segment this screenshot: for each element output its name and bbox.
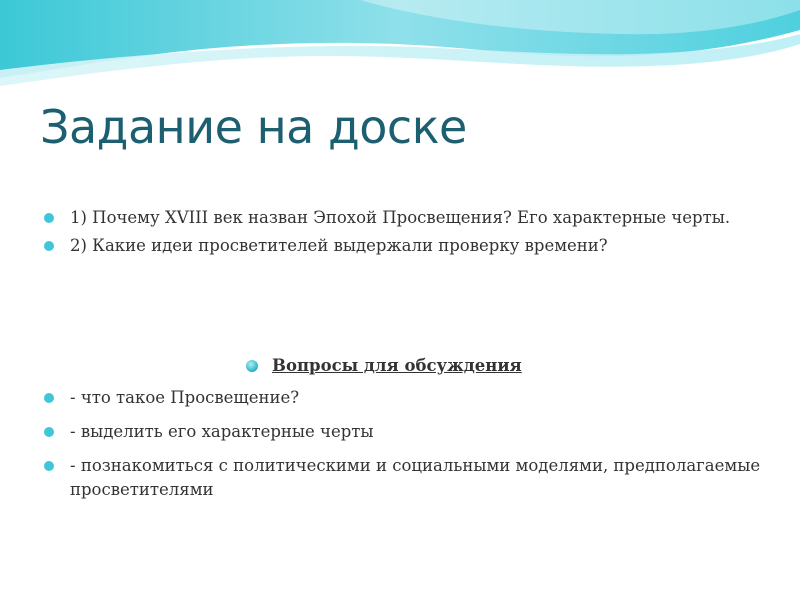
discussion-item-text: - познакомиться с политическими и социальными моделями, предполагаемые просветителями bbox=[70, 456, 761, 499]
list-item bbox=[44, 420, 764, 444]
discussion-item-text: - выделить его характерные черты bbox=[70, 422, 374, 441]
discussion-heading bbox=[246, 356, 522, 375]
bullet-icon bbox=[44, 241, 54, 251]
bullet-icon bbox=[44, 427, 54, 437]
slide-title: Задание на доске bbox=[40, 100, 467, 154]
task-text: 2) Какие идеи просветителей выдержали проверку времени? bbox=[70, 236, 608, 255]
list-item bbox=[44, 454, 764, 502]
discussion-list bbox=[44, 386, 764, 512]
bullet-icon bbox=[44, 393, 54, 403]
wave-header-decoration bbox=[0, 0, 800, 100]
list-item bbox=[44, 206, 764, 230]
list-item bbox=[44, 234, 764, 258]
discussion-item-text: - что такое Просвещение? bbox=[70, 388, 300, 407]
bullet-icon bbox=[246, 360, 258, 372]
list-item bbox=[44, 386, 764, 410]
bullet-icon bbox=[44, 461, 54, 471]
task-text: 1) Почему XVIII век назван Эпохой Просвещения? Его характерные черты. bbox=[70, 208, 731, 227]
discussion-title: Вопросы для обсуждения bbox=[272, 356, 522, 375]
task-list bbox=[44, 206, 764, 258]
bullet-icon bbox=[44, 213, 54, 223]
